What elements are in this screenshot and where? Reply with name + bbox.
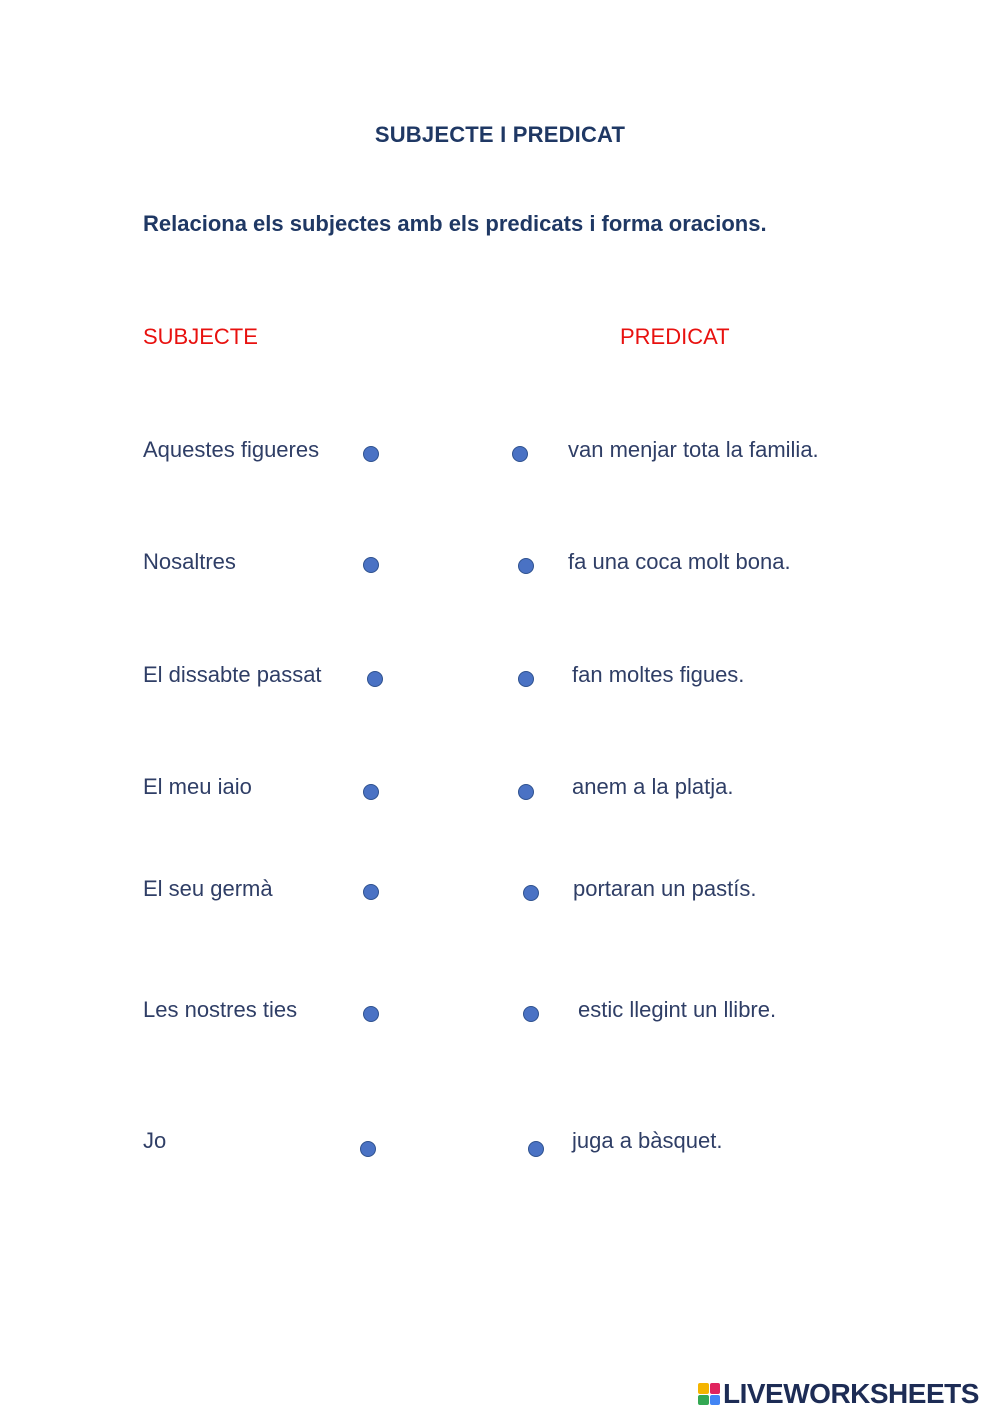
subject-column-header: SUBJECTE: [143, 324, 258, 349]
instruction-text: Relaciona els subjectes amb els predicats i forma oracions.: [143, 211, 767, 236]
subject-connector-dot[interactable]: [363, 557, 379, 573]
predicate-connector-dot[interactable]: [523, 1006, 539, 1022]
predicate-connector-dot[interactable]: [518, 784, 534, 800]
predicate-connector-dot[interactable]: [512, 446, 528, 462]
liveworksheets-logo-icon: [698, 1383, 720, 1405]
page-title: SUBJECTE I PREDICAT: [374, 122, 626, 147]
predicate-item: estic llegint un llibre.: [578, 997, 777, 1022]
subject-item: El dissabte passat: [143, 662, 322, 687]
subject-item: Aquestes figueres: [143, 437, 320, 462]
predicate-column-header: PREDICAT: [620, 324, 730, 349]
subject-item: El meu iaio: [143, 774, 252, 799]
predicate-connector-dot[interactable]: [523, 885, 539, 901]
subject-connector-dot[interactable]: [363, 1006, 379, 1022]
predicate-item: portaran un pastís.: [573, 876, 757, 901]
subject-item: El seu germà: [143, 876, 273, 901]
subject-item: Nosaltres: [143, 549, 236, 574]
subject-connector-dot[interactable]: [363, 446, 379, 462]
predicate-connector-dot[interactable]: [528, 1141, 544, 1157]
predicate-item: fan moltes figues.: [572, 662, 745, 687]
subject-connector-dot[interactable]: [367, 671, 383, 687]
predicate-item: van menjar tota la familia.: [568, 437, 819, 462]
predicate-connector-dot[interactable]: [518, 558, 534, 574]
subject-item: Jo: [143, 1128, 167, 1153]
predicate-item: juga a bàsquet.: [572, 1128, 723, 1153]
predicate-connector-dot[interactable]: [518, 671, 534, 687]
predicate-item: anem a la platja.: [572, 774, 734, 799]
subject-item: Les nostres ties: [143, 997, 298, 1022]
predicate-item: fa una coca molt bona.: [568, 549, 791, 574]
subject-connector-dot[interactable]: [363, 884, 379, 900]
liveworksheets-logo: [698, 1378, 979, 1410]
subject-connector-dot[interactable]: [360, 1141, 376, 1157]
subject-connector-dot[interactable]: [363, 784, 379, 800]
liveworksheets-logo-text: LIVEWORKSHEETS: [723, 1378, 979, 1409]
